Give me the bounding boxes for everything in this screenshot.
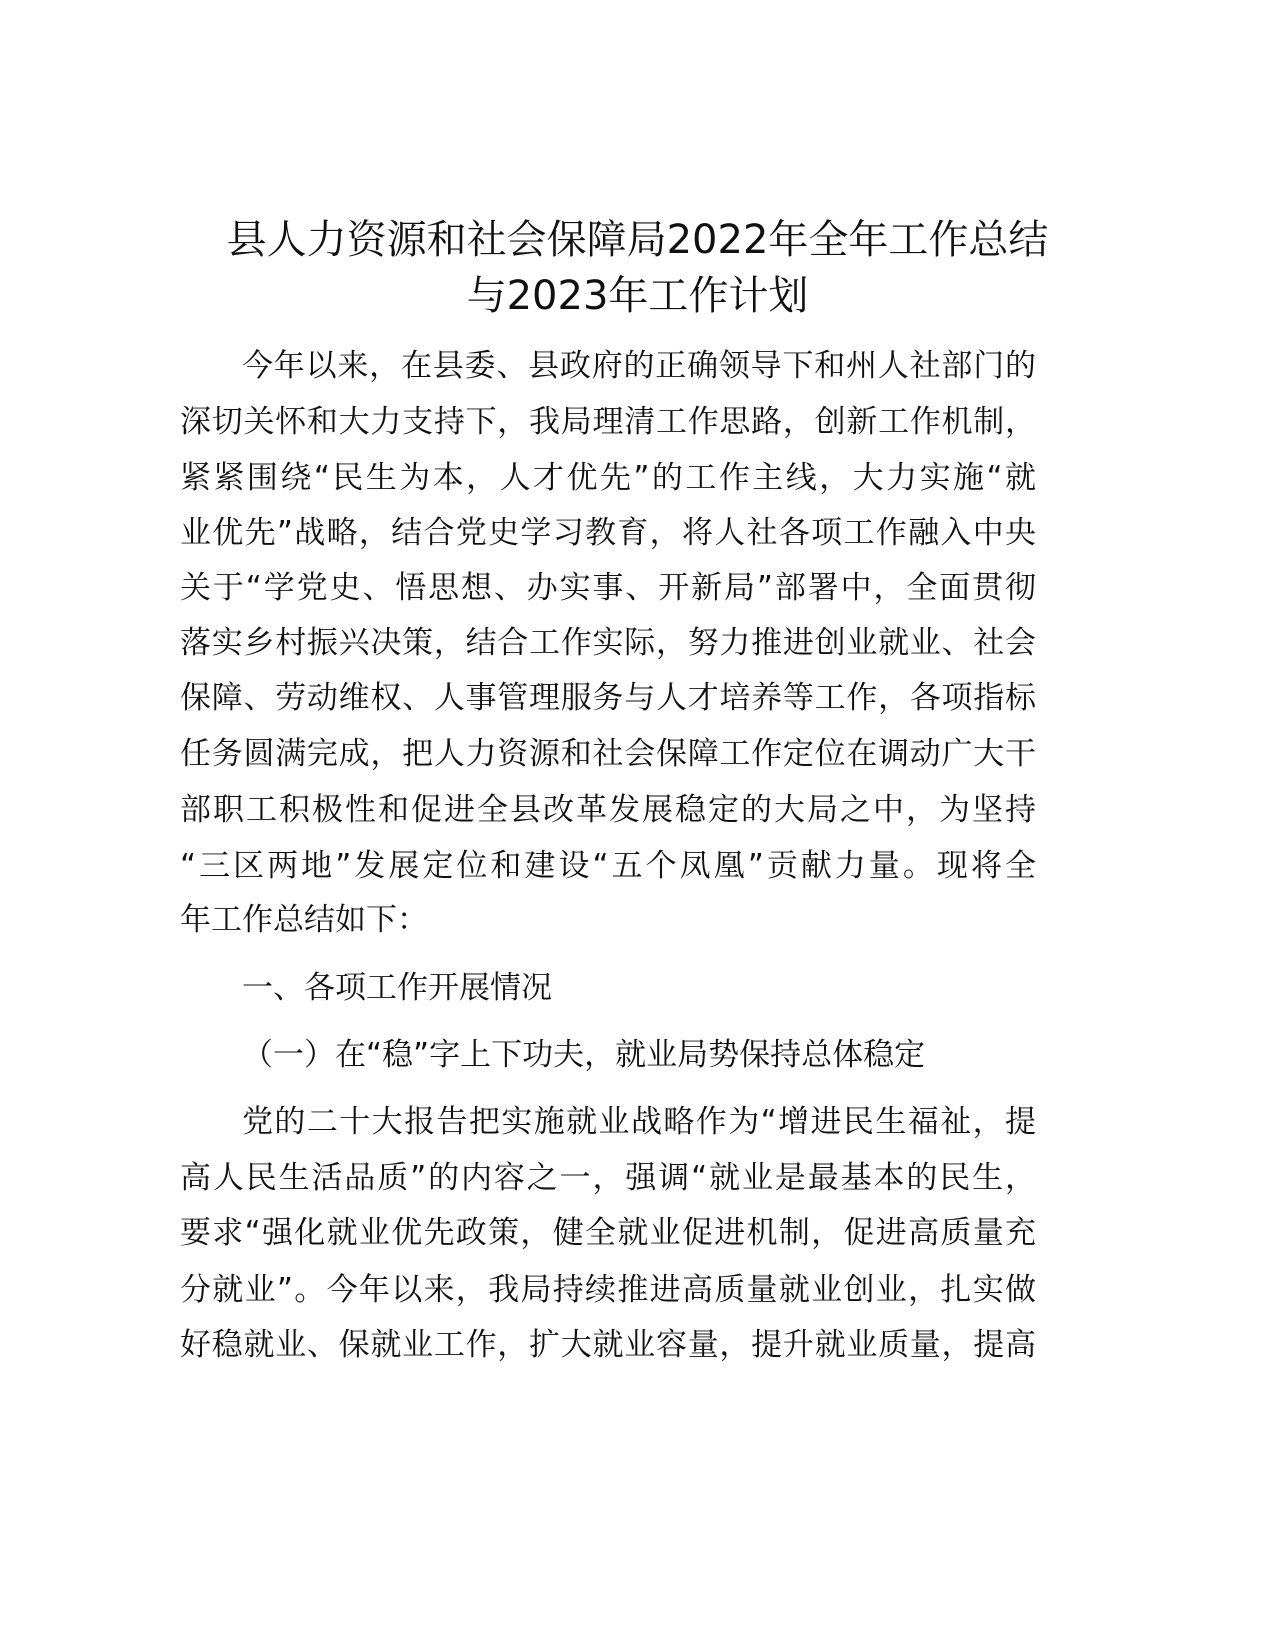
paragraph-line: 要求“强化就业优先政策，健全就业促进机制，促进高质量充: [180, 1215, 1036, 1251]
paragraph-line: “三区两地”发展定位和建设“五个凤凰”贡献力量。现将全: [180, 848, 1036, 884]
document-title-line-2: 与2023年工作计划: [466, 273, 809, 319]
section-heading: 一、各项工作开展情况: [242, 970, 552, 1006]
paragraph-line: 部职工积极性和促进全县改革发展稳定的大局之中，为坚持: [180, 792, 1036, 828]
document-title-line-1: 县人力资源和社会保障局2022年全年工作总结: [226, 217, 1049, 263]
paragraph-line: 党的二十大报告把实施就业战略作为“增进民生福祉，提: [242, 1104, 1036, 1140]
subsection-heading: （一）在“稳”字上下功夫，就业局势保持总体稳定: [242, 1037, 926, 1073]
paragraph-line: 紧紧围绕“民生为本，人才优先”的工作主线，大力实施“就: [180, 460, 1036, 496]
paragraph-line: 深切关怀和大力支持下，我局理清工作思路，创新工作机制，: [180, 404, 1036, 440]
paragraph-line: 分就业”。今年以来，我局持续推进高质量就业创业，扎实做: [180, 1272, 1036, 1308]
paragraph-line: 任务圆满完成，把人力资源和社会保障工作定位在调动广大干: [180, 736, 1036, 772]
paragraph-line: 今年以来，在县委、县政府的正确领导下和州人社部门的: [242, 348, 1036, 384]
paragraph-line: 业优先”战略，结合党史学习教育，将人社各项工作融入中央: [180, 515, 1036, 551]
paragraph-line: 高人民生活品质”的内容之一，强调“就业是最基本的民生，: [180, 1160, 1036, 1196]
paragraph-line: 好稳就业、保就业工作，扩大就业容量，提升就业质量，提高: [180, 1327, 1036, 1363]
paragraph-line: 关于“学党史、悟思想、办实事、开新局”部署中，全面贯彻: [180, 570, 1036, 606]
paragraph-line: 年工作总结如下：: [180, 902, 428, 938]
paragraph-line: 落实乡村振兴决策，结合工作实际，努力推进创业就业、社会: [180, 625, 1036, 661]
paragraph-line: 保障、劳动维权、人事管理服务与人才培养等工作，各项指标: [180, 680, 1036, 716]
